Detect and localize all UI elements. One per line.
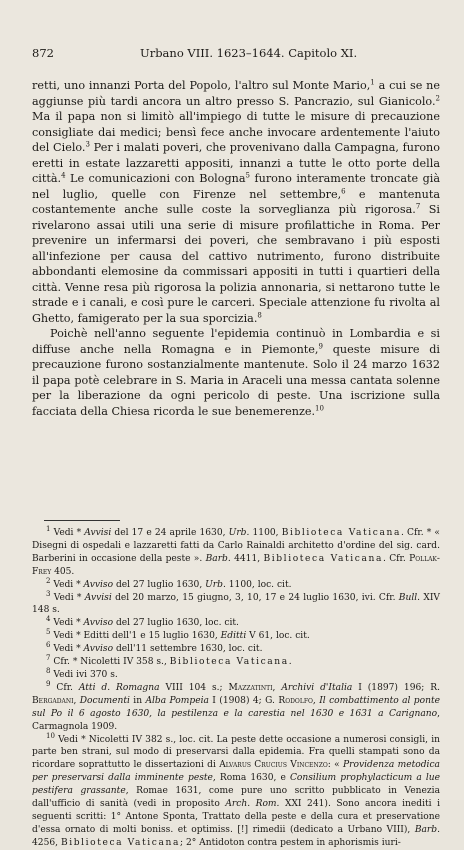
- footnote-number: 5: [46, 628, 51, 637]
- footnote-number: 10: [46, 731, 55, 740]
- page-number: 872: [32, 46, 54, 60]
- footnotes: [32, 524, 440, 850]
- running-header: [32, 46, 440, 60]
- main-text: [32, 78, 440, 419]
- footnote-5: $^5$ Vedi * Editti dell'1 e 15 luglio 1630, Editti V 61, loc. cit.: [46, 628, 310, 642]
- footnote-number: 7: [46, 654, 51, 663]
- footnote-8: $^8$ Vedi ivi 370 s.: [46, 666, 118, 680]
- footnote-separator: [44, 520, 120, 521]
- footnote-number: 9: [46, 679, 51, 688]
- footnote-4: $^4$ Vedi * Avviso del 27 luglio 1630, loc. cit.: [46, 615, 239, 629]
- footnote-1: $^1$ Vedi * Avvisi del 17 e 24 aprile 1630, Urb. 1100, Biblioteca Vaticana. Cfr. * « Disegni di ospedali e lazzaretti fatti da Carlo Rainaldi architetto d'ordine del sig. card. Barberini in occasione della peste ». Barb. 4411, Biblioteca Vaticana. Cfr. Pollak-Frey 405.: [32, 524, 440, 577]
- footnote-3: $^3$ Vedi * Avvisi del 20 marzo, 15 giugno, 3, 10, 17 e 24 luglio 1630, ivi. Cfr. Bull. XIV 148 s.: [32, 589, 440, 616]
- footnote-6: $^6$ Vedi * Avviso dell'11 settembre 1630, loc. cit.: [46, 641, 263, 655]
- footnote-number: 1: [46, 524, 51, 533]
- footnote-number: 6: [46, 641, 51, 650]
- footnote-10: $^{10}$ Vedi * Nicoletti IV 382 s., loc. cit. La peste dette occasione a numerosi consigli, in parte ben strani, sul modo di preservarsi dalla epidemia. Fra quelli stampati sono da ricordare soprattutto le dissertazioni di Alvarus Crucius Vincenzo: « Providenza metodica per preservarsi dalla imminente peste, Roma 1630, e Consilium prophylacticum a lue pestifera grassante, Romae 1631, come pure uno scritto pubblicato in Venezia dall'ufficio di sanità (vedi in proposito Arch. Rom. XXI 241). Sono ancora inediti i seguenti scritti: 1° Antone Sponta, Trattato della peste e della cura et preservatione d'essa ornato di molti boniss. et optimiss. [!] rimedii (dedicato a Urbano VIII), Barb. 4256, Biblioteca Vaticana; 2° Antidoton contra pestem in aphorismis iuri-: [32, 731, 440, 848]
- footnote-number: 4: [46, 615, 51, 624]
- paragraph-2: Poichè nell'anno seguente l'epidemia continuò in Lombardia e si diffuse anche nella Romagna e in Piemonte,$^9$ queste misure di precauzione furono sostanzialmente mantenute. Solo il 24 marzo 1632 il papa potè celebrare in S. Maria in Araceli una messa cantata solenne per la liberazione da ogni pericolo di peste. Una iscrizione sulla facciata della Chiesa ricorda le sue benemerenze.$^{10}$: [32, 327, 440, 418]
- footnote-9: $^9$ Cfr. Atti d. Romagna VIII 104 s.; Mazzatinti, Archivi d'Italia I (1897) 196; R. Bergadani, Documenti in Alba Pompeia I (1908) 4; G. Rodolfo, Il combattimento al ponte sul Po il 6 agosto 1630, la pestilenza e la carestia nel 1630 e 1631 a Carignano, Carmagnola 1909.: [32, 679, 440, 732]
- footnote-7: $^7$ Cfr. * Nicoletti IV 358 s., Biblioteca Vaticana.: [46, 654, 292, 668]
- paragraph-1: retti, uno innanzi Porta del Popolo, l'altro sul Monte Mario,$^1$ a cui se ne aggiunse più tardi ancora un altro presso S. Pancrazio, sul Gianicolo.$^2$ Ma il papa non si limitò all'impiego di tutte le misure di precauzione consigliate dai medici; bensì fece anche invocare ardentemente l'aiuto del Cielo.$^3$ Per i malati poveri, che provenivano dalla Campagna, furono eretti in estate lazzaretti appositi, innanzi a tutte le otto porte della città.$^4$ Le comunicazioni con Bologna$^5$ furono interamente troncate già nel luglio, quelle con Firenze nel settembre,$^6$ e mantenuta costantemente anche sulle coste la sorveglianza più rigorosa.$^7$ Si rivelarono assai utili una serie di misure profilattiche in Roma. Per prevenire un infermarsi dei poveri, che sembravano i più esposti all'infezione per causa del cattivo nutrimento, furono distribuite abbondanti elemosine da commissari appositi in tutti i quartieri della città. Venne resa più rigorosa la polizia annonaria, si nettarono tutte le strade e i canali, e così pure le carceri. Speciale attenzione fu rivolta al Ghetto, famigerato per la sua sporcizia.$^8$: [32, 78, 441, 325]
- footnote-number: 8: [46, 666, 51, 675]
- footnote-2: $^2$ Vedi * Avviso del 27 luglio 1630, Urb. 1100, loc. cit.: [46, 576, 292, 590]
- footnote-number: 2: [46, 576, 51, 585]
- footnote-number: 3: [46, 589, 51, 598]
- running-title: Urbano VIII. 1623–1644. Capitolo XI.: [140, 46, 358, 60]
